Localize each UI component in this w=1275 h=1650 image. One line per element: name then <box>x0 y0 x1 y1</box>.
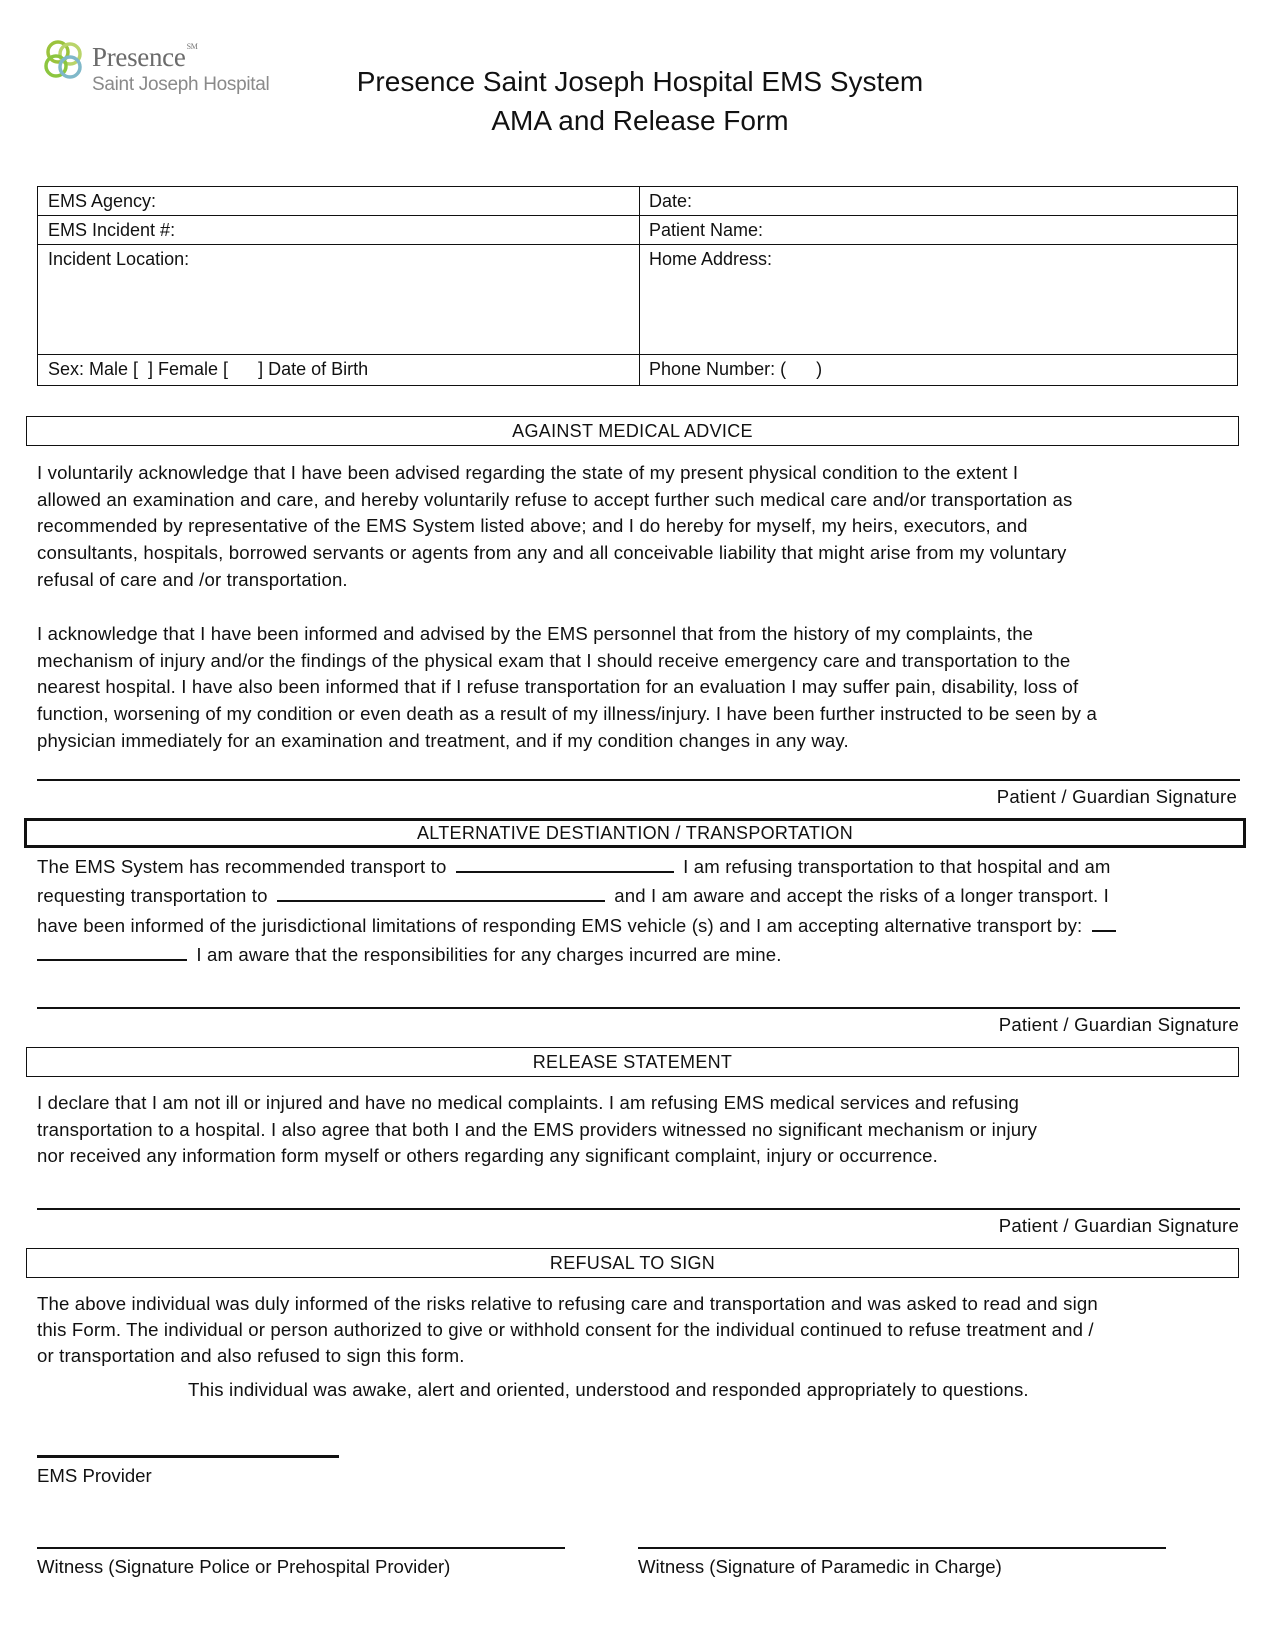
date-field[interactable] <box>639 187 1237 216</box>
home-address-field[interactable] <box>639 245 1237 355</box>
text-line: I declare that I am not ill or injured and have no medical complaints. I am refusing EMS medical services and refusing <box>37 1092 1019 1113</box>
section-header-alternative: ALTERNATIVE DESTIANTION / TRANSPORTATION <box>24 818 1246 848</box>
date-label: Date: <box>649 191 693 211</box>
refusal-paragraph <box>37 1291 1242 1369</box>
text-line: allowed an examination and care, and hereby voluntarily refuse to accept further such medical care and/or transportation as <box>37 488 1073 510</box>
phone-number-field[interactable] <box>639 355 1237 385</box>
witness2-signature-line[interactable] <box>638 1547 1166 1549</box>
logo-brand-text: Presence℠ <box>92 42 198 72</box>
release-signature-line[interactable] <box>37 1208 1240 1210</box>
patient-name-field[interactable] <box>639 216 1237 245</box>
recommended-hospital-blank[interactable] <box>456 855 674 873</box>
witness1-label: Witness (Signature Police or Prehospital Provider) <box>37 1556 451 1577</box>
patient-name-label: Patient Name: <box>649 220 764 240</box>
home-address-label: Home Address: <box>649 249 773 269</box>
text-line: physician immediately for an examination and treatment, and if my condition changes in any way. <box>37 729 849 751</box>
text-line: I acknowledge that I have been informed and advised by the EMS personnel that from the history of my complaints, the <box>37 623 1034 644</box>
witness2-label: Witness (Signature of Paramedic in Charge) <box>638 1556 1002 1577</box>
ems-agency-field[interactable] <box>38 187 639 216</box>
text-line: mechanism of injury and/or the findings of the physical exam that I should receive emergency care and transportation to the <box>37 649 1071 671</box>
text-line: The EMS System has recommended transport to <box>37 856 447 877</box>
text-line: transportation to a hospital. I also agree that both I and the EMS providers witnessed no significant mechanism or injury <box>37 1118 1038 1140</box>
ama-paragraph-2 <box>37 621 1242 755</box>
ems-incident-field[interactable] <box>38 216 639 245</box>
witness1-signature-line[interactable] <box>37 1547 565 1549</box>
section-header-refusal: REFUSAL TO SIGN <box>26 1248 1239 1278</box>
text-line: I voluntarily acknowledge that I have been advised regarding the state of my present physical condition to the extent I <box>37 462 1019 483</box>
alternative-line-2 <box>37 884 1109 907</box>
ama-signature-line[interactable] <box>37 779 1240 781</box>
text-line: recommended by representative of the EMS System listed above; and I do hereby for myself, my heirs, executors, and <box>37 515 1028 537</box>
text-line: I am refusing transportation to that hospital and am <box>683 856 1111 877</box>
alternative-line-3 <box>37 914 1116 937</box>
ems-provider-signature-line[interactable] <box>37 1455 339 1458</box>
refusal-statement: This individual was awake, alert and oriented, understood and responded appropriately to questions. <box>188 1379 1029 1400</box>
section-header-release: RELEASE STATEMENT <box>26 1047 1239 1077</box>
text-line: consultants, hospitals, borrowed servants or agents from any and all conceivable liability that might arise from my voluntary <box>37 542 1067 564</box>
hospital-logo <box>40 36 285 100</box>
alternative-transport-blank[interactable] <box>1092 914 1116 932</box>
text-line: requesting transportation to <box>37 885 268 906</box>
alternative-line-4 <box>37 943 782 966</box>
ems-agency-label: EMS Agency: <box>48 191 157 211</box>
requested-destination-blank[interactable] <box>277 884 605 902</box>
logo-subtitle: Saint Joseph Hospital <box>92 74 270 95</box>
text-line: refusal of care and /or transportation. <box>37 568 348 590</box>
text-line: and I am aware and accept the risks of a longer transport. I <box>614 885 1109 906</box>
text-line: function, worsening of my condition or even death as a result of my illness/injury. I have been further instructed to be seen by a <box>37 703 1097 725</box>
alternative-line-1 <box>37 855 1111 878</box>
form-subtitle: AMA and Release Form <box>491 105 789 136</box>
sex-dob-field[interactable] <box>38 355 639 385</box>
alternative-signature-label: Patient / Guardian Signature <box>998 1014 1239 1035</box>
text-line: or transportation and also refused to sign this form. <box>37 1345 465 1366</box>
release-paragraph <box>37 1090 1242 1170</box>
release-signature-label: Patient / Guardian Signature <box>998 1215 1239 1236</box>
ama-paragraph-1 <box>37 460 1242 594</box>
form-title: Presence Saint Joseph Hospital EMS System <box>356 66 924 97</box>
sex-dob-label: Sex: Male [ ] Female [ ] Date of Birth <box>48 359 369 379</box>
incident-location-label: Incident Location: <box>48 249 190 269</box>
text-line: nor received any information form myself or others regarding any significant complaint, injury or occurrence. <box>37 1145 938 1167</box>
ems-incident-label: EMS Incident #: <box>48 220 176 240</box>
ama-signature-label: Patient / Guardian Signature <box>996 786 1237 807</box>
text-line: have been informed of the jurisdictional limitations of responding EMS vehicle (s) and I am accepting alternative transport by: <box>37 915 1083 936</box>
text-line: I am aware that the responsibilities for any charges incurred are mine. <box>196 944 782 965</box>
alternative-transport-blank-cont[interactable] <box>37 943 187 961</box>
text-line: nearest hospital. I have also been informed that if I refuse transportation for an evaluation I may suffer pain, disability, loss of <box>37 676 1079 698</box>
phone-number-label: Phone Number: ( ) <box>649 359 823 379</box>
patient-info-table <box>37 186 1238 386</box>
incident-location-field[interactable] <box>38 245 639 355</box>
text-line: The above individual was duly informed of the risks relative to refusing care and transportation and was asked to read and sign <box>37 1293 1098 1314</box>
text-line: this Form. The individual or person authorized to give or withhold consent for the individual continued to refuse treatment and / <box>37 1319 1094 1340</box>
section-header-ama: AGAINST MEDICAL ADVICE <box>26 416 1239 446</box>
presence-logo-icon <box>40 36 88 84</box>
ems-provider-label: EMS Provider <box>37 1465 152 1486</box>
alternative-signature-line[interactable] <box>37 1007 1240 1009</box>
